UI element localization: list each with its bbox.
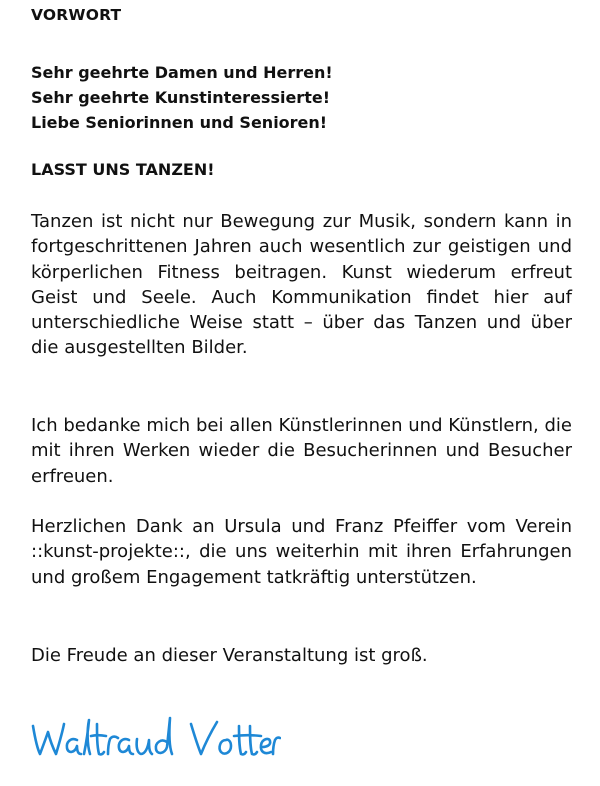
paragraph: Herzlichen Dank an Ursula und Franz Pfeiffer vom Verein ::kunst-projekte::, die uns weiterhin mit ihren Erfahrungen und großem Engagement tatkräftig unterstützen. xyxy=(31,516,572,588)
paragraph: Tanzen ist nicht nur Bewegung zur Musik, sondern kann in fortgeschrittenen Jahren auch wesentlich zur geistigen und körperlichen Fitness beitragen. Kunst wiederum erfreut Geist und Seele. Auch Kommunikation findet hier auf unterschiedliche Weise statt – über das Tanzen und über die ausgestellten Bilder. xyxy=(31,211,572,359)
paragraph: Ich bedanke mich bei allen Künstlerinnen und Künstlern, die mit ihren Werken wieder die Besucherinnen und Besucher erfreuen. xyxy=(31,415,572,487)
greeting-line: Liebe Seniorinnen und Senioren! xyxy=(31,113,328,132)
greeting-line: Sehr geehrte Kunstinteressierte! xyxy=(31,88,330,107)
headline: LASST UNS TANZEN! xyxy=(31,160,215,179)
greeting-line: Sehr geehrte Damen und Herren! xyxy=(31,63,333,82)
handwritten-signature xyxy=(31,714,281,770)
greetings-block xyxy=(31,60,333,135)
signature-graphic xyxy=(31,714,281,770)
paragraph: Die Freude an dieser Veranstaltung ist groß. xyxy=(31,645,428,666)
section-title: VORWORT xyxy=(31,6,122,24)
